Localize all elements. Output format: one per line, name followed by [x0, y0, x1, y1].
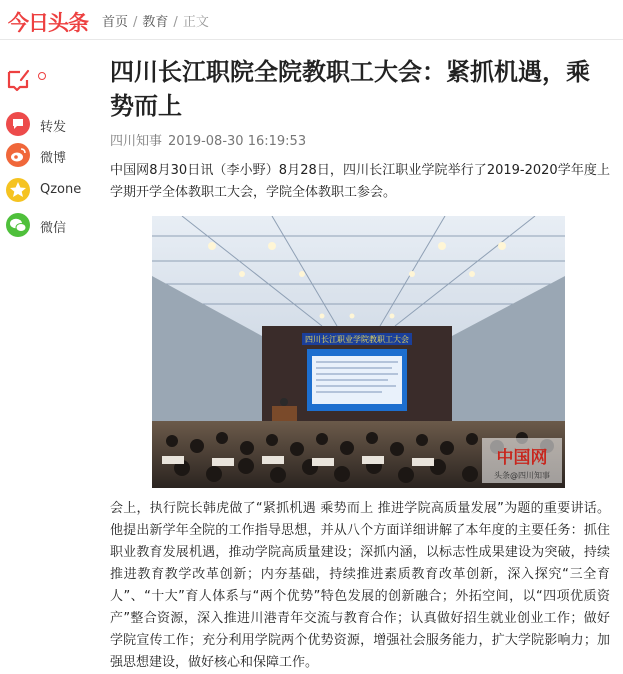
comment-count-indicator	[38, 72, 46, 80]
article-title: 四川长江职院全院教职工大会：紧抓机遇，乘势而上	[110, 58, 590, 120]
article-time: 2019-08-30 16:19:53	[168, 134, 307, 149]
repost-icon	[6, 112, 30, 136]
photo-banner-text: 四川长江职业学院教职工大会	[305, 335, 409, 344]
article-photo	[152, 216, 565, 488]
breadcrumb-home[interactable]: 首页	[102, 15, 129, 30]
share-label: Qzone	[40, 182, 82, 197]
breadcrumb-separator: /	[133, 15, 138, 30]
breadcrumb-separator: /	[173, 15, 178, 30]
qzone-icon	[6, 178, 30, 202]
article-paragraph: 中国网8月30日讯（李小野）8月28日，四川长江职业学院举行了2019-2020学年度上学期开学全体教职工大会，学院全体教职工参会。	[110, 163, 610, 200]
article-source[interactable]: 四川知事	[110, 134, 163, 149]
wechat-icon	[6, 213, 30, 237]
breadcrumb	[102, 11, 209, 30]
share-label: 微博	[40, 151, 67, 166]
photo-watermark: 中国网	[496, 448, 548, 468]
breadcrumb-education[interactable]: 教育	[142, 15, 169, 30]
share-label: 微信	[40, 221, 67, 236]
share-label: 转发	[40, 120, 67, 135]
top-bar	[0, 0, 623, 40]
breadcrumb-current: 正文	[182, 15, 209, 30]
photo-watermark-sub: 头条@四川知事	[494, 471, 550, 480]
comment-icon[interactable]	[6, 68, 32, 96]
toutiao-logo[interactable]: 今日头条	[8, 11, 88, 35]
article-paragraph: 会上，执行院长韩虎做了“紧抓机遇 乘势而上 推进学院高质量发展”为题的重要讲话。他提出新学年全院的工作指导思想，并从八个方面详细讲解了本年度的主要任务：抓住职业教育发展机遇，推动学院高质量建设；深抓内涵，以标志性成果建设为突破，持续推进教育教学改革创新；内夯基础，持续推进素质教育改革创新，深入探究“三全育人”、“十大”育人体系与“两个优势”特色发展的创新融合；外拓空间，以“四项优质资产”整合资源，深入推进川港青年交流与教育合作；认真做好招生就业创业工作；做好学院宣传工作；充分利用学院两个优势资源，增强社会服务能力，扩大学院影响力；加强思想建设，做好核心和保障工作。	[110, 501, 610, 670]
weibo-icon	[6, 143, 30, 167]
article-meta	[110, 130, 306, 149]
